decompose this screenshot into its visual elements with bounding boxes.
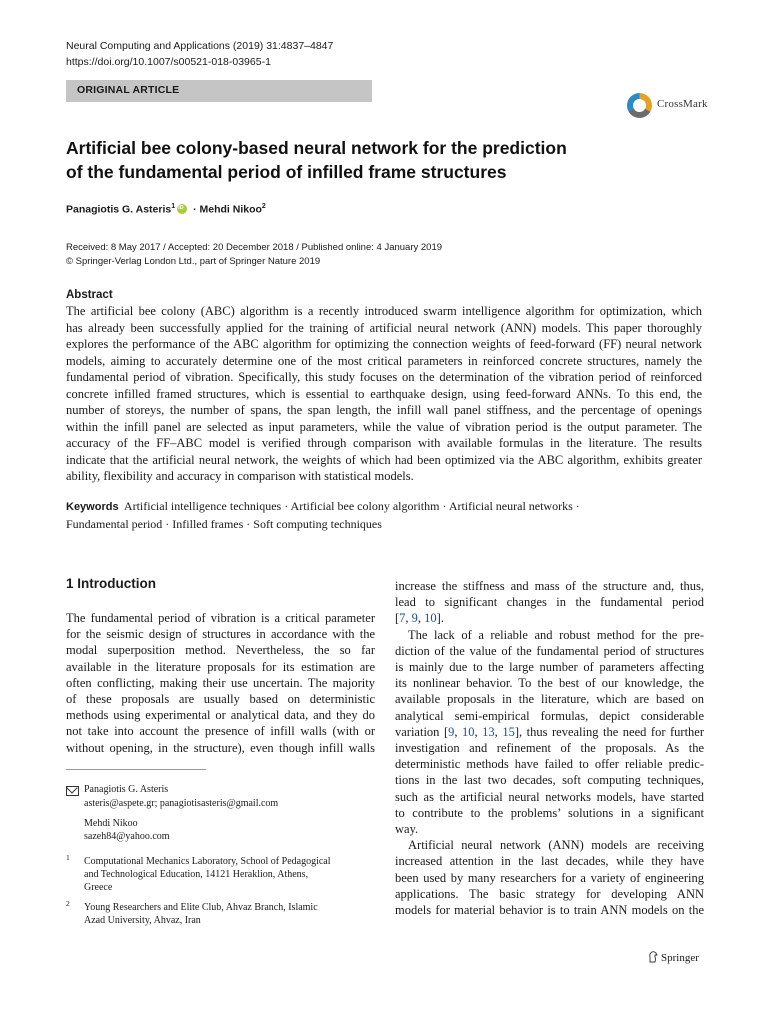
publisher-name: Springer	[661, 952, 699, 964]
citation-link[interactable]: 13	[482, 724, 495, 739]
body-line: analytical semi-empirical formulas, depict considerable	[395, 708, 704, 723]
citation-text: variation [	[395, 724, 449, 739]
body-line: The fundamental period of vibration is a critical parameter	[66, 611, 375, 625]
keywords-label: Keywords	[66, 501, 119, 513]
body-line: available in the literature proposals for its estimation are	[66, 659, 375, 674]
affiliation-line: and Technological Education, 14121 Heraklion, Athens,	[84, 869, 309, 880]
doi-link[interactable]: https://doi.org/10.1007/s00521-018-03965-1	[66, 55, 271, 68]
body-line: not take into account the presence of infill walls (with or	[66, 724, 375, 739]
citation-link[interactable]: 9	[411, 611, 418, 626]
affiliation-line: Computational Mechanics Laboratory, School of Pedagogical	[84, 856, 331, 867]
article-title	[66, 136, 686, 184]
body-line: models for material behavior is to train ANN models on the	[395, 903, 704, 917]
copyright-line: © Springer-Verlag London Ltd., part of Springer Nature 2019	[66, 256, 321, 267]
body-line: The lack of a reliable and robust method for the pre-	[408, 627, 704, 642]
citation-link[interactable]: 7	[399, 611, 406, 626]
bracket-close: ].	[436, 611, 444, 626]
body-line: available proposals in the literature, which are based on	[395, 692, 704, 707]
title-line-2: of the fundamental period of infilled frame structures	[66, 162, 507, 182]
body-line: without opening, in the structure), even though infill walls	[66, 740, 375, 755]
publisher-footer	[648, 951, 699, 964]
envelope-icon	[66, 786, 79, 796]
title-line-1: Artificial bee colony-based neural network for the prediction	[66, 138, 567, 158]
citation-link[interactable]: 10	[462, 724, 475, 739]
body-line: Artificial neural network (ANN) models are receiving	[408, 838, 704, 853]
dates-line: Received: 8 May 2017 / Accepted: 20 December 2018 / Published online: 4 January 2019	[66, 242, 443, 253]
body-line: methods using experimental or analytical data, and they do	[66, 708, 375, 723]
article-type-label: ORIGINAL ARTICLE	[77, 84, 180, 96]
abstract-line: accuracy of the FF–ABC model is verified through comparison with available formulas in the literature. The results	[66, 436, 702, 450]
abstract-line: within the infill panel are selected as input parameters, while the value of vibration period is the output parameter. The	[66, 419, 702, 434]
body-line: increased attention in the last decades, while they have	[395, 854, 704, 869]
body-line: increase the stiffness and mass of the structure and, thus,	[395, 579, 704, 593]
body-line: is mainly due to the large number of parameters affecting	[395, 660, 704, 674]
body-line: for the seismic design of structures in accordance with the	[66, 627, 375, 642]
body-line: deterministic methods have failed to offer reliable predic-	[395, 757, 704, 772]
body-line: [7, 9, 10].	[395, 611, 444, 626]
affiliation-line: Greece	[84, 882, 113, 893]
body-line: been used by many researchers for a variety of engineering	[395, 870, 704, 885]
section-heading-introduction: 1 Introduction	[66, 576, 156, 591]
citation-link[interactable]: 10	[424, 611, 437, 626]
abstract-line: number of storeys, the number of spans, the span length, the infill wall panel stiffness, and the percentage of openings	[66, 403, 702, 417]
body-line: of these proposals are usually based on deterministic	[66, 692, 375, 706]
footnote-rule	[66, 769, 206, 770]
publication-dates	[66, 241, 442, 269]
body-line: tions in the last two decades, soft computing techniques,	[395, 773, 704, 788]
keywords-line-1: Artificial intelligence techniques · Artificial bee colony algorithm · Artificial neural networks ·	[123, 499, 580, 513]
body-line: variation [9, 10, 13, 15], thus revealing the need for further	[395, 724, 705, 739]
journal-citation: Neural Computing and Applications (2019) 31:4837–4847	[66, 40, 334, 52]
citation-text: ], thus revealing the need for further	[514, 724, 705, 739]
author-list	[66, 203, 266, 216]
body-line: diction of the value of the fundamental period of structures	[395, 643, 704, 658]
abstract-line: indicate that the artificial neural network, the weights of which had been optimized via the ABC algorithm, exhibits greater	[66, 452, 702, 467]
abstract-line: The artificial bee colony (ABC) algorithm is a recently introduced swarm intelligence algorithm for optimization, which	[66, 304, 702, 318]
author-separator: ·	[193, 203, 197, 216]
body-line: lead to significant changes in the fundamental period	[395, 595, 704, 610]
body-line: modal superposition method. Nevertheless, the so far	[66, 643, 375, 658]
keywords	[66, 498, 580, 533]
affiliation-line: Young Researchers and Elite Club, Ahvaz Branch, Islamic	[84, 902, 318, 913]
abstract-line: ability, flexibility and accuracy in comparison with statistical models.	[66, 469, 414, 483]
crossmark-badge[interactable]	[627, 92, 737, 122]
citation-link[interactable]: 9	[448, 724, 455, 739]
abstract-line: models, aiming to accurately determine one of the most critical parameters in reinforced concrete structures, namely the	[66, 353, 702, 368]
author-1-affiliation: 1	[171, 203, 176, 210]
body-line: such as the artificial neural networks models, have started	[395, 789, 704, 804]
second-author-email[interactable]: sazeh84@yahoo.com	[84, 831, 170, 842]
abstract-line: has already been successfully applied for the training of artificial neural network (ANN) models. This paper thoroughly	[66, 320, 702, 335]
body-line: to contribute to the problems’ solutions in a significant	[395, 805, 704, 820]
body-line: applications. The basic strategy for developing ANN	[395, 886, 704, 901]
corresponding-author: Panagiotis G. Asteris	[84, 784, 169, 795]
orcid-icon[interactable]	[177, 204, 187, 214]
citation-link[interactable]: 15	[502, 724, 515, 739]
abstract-line: concrete infilled framed structures, which is essential to earthquake design, using feed-forward ANNs. To this end, the	[66, 386, 702, 401]
affiliation-number: 2	[66, 899, 70, 908]
article-type-banner	[66, 80, 372, 102]
abstract-heading: Abstract	[66, 289, 113, 301]
body-line: its nonlinear behavior. To the best of our knowledge, the	[395, 676, 704, 691]
affiliation-line: Azad University, Ahvaz, Iran	[84, 915, 201, 926]
second-author-name: Mehdi Nikoo	[84, 818, 138, 829]
author-1[interactable]: Panagiotis G. Asteris	[66, 203, 172, 216]
body-line: often conflicting, making their use uncertain. The majority	[66, 675, 375, 690]
abstract-line: explores the performance of the ABC algorithm for optimizing the connection weights of feed-forward (FF) neural network	[66, 337, 702, 351]
crossmark-icon	[627, 93, 652, 118]
author-2[interactable]: Mehdi Nikoo	[199, 203, 262, 216]
journal-info	[66, 39, 333, 70]
abstract-line: fundamental period of vibration. Specifically, this study focuses on the determination of the vibration period of reinforced	[66, 370, 702, 384]
keywords-line-2: Fundamental period · Infilled frames · Soft computing techniques	[66, 517, 382, 531]
springer-horse-icon	[648, 951, 658, 963]
affiliation-number: 1	[66, 853, 70, 862]
author-2-affiliation: 2	[261, 203, 266, 210]
body-line: investigation and refinement of the proposals. As the	[395, 741, 704, 755]
body-line: way.	[395, 822, 419, 836]
crossmark-label: CrossMark	[657, 98, 708, 110]
bracket-open: [	[395, 611, 400, 626]
corresponding-email[interactable]: asteris@aspete.gr; panagiotisasteris@gmail.com	[84, 798, 279, 809]
